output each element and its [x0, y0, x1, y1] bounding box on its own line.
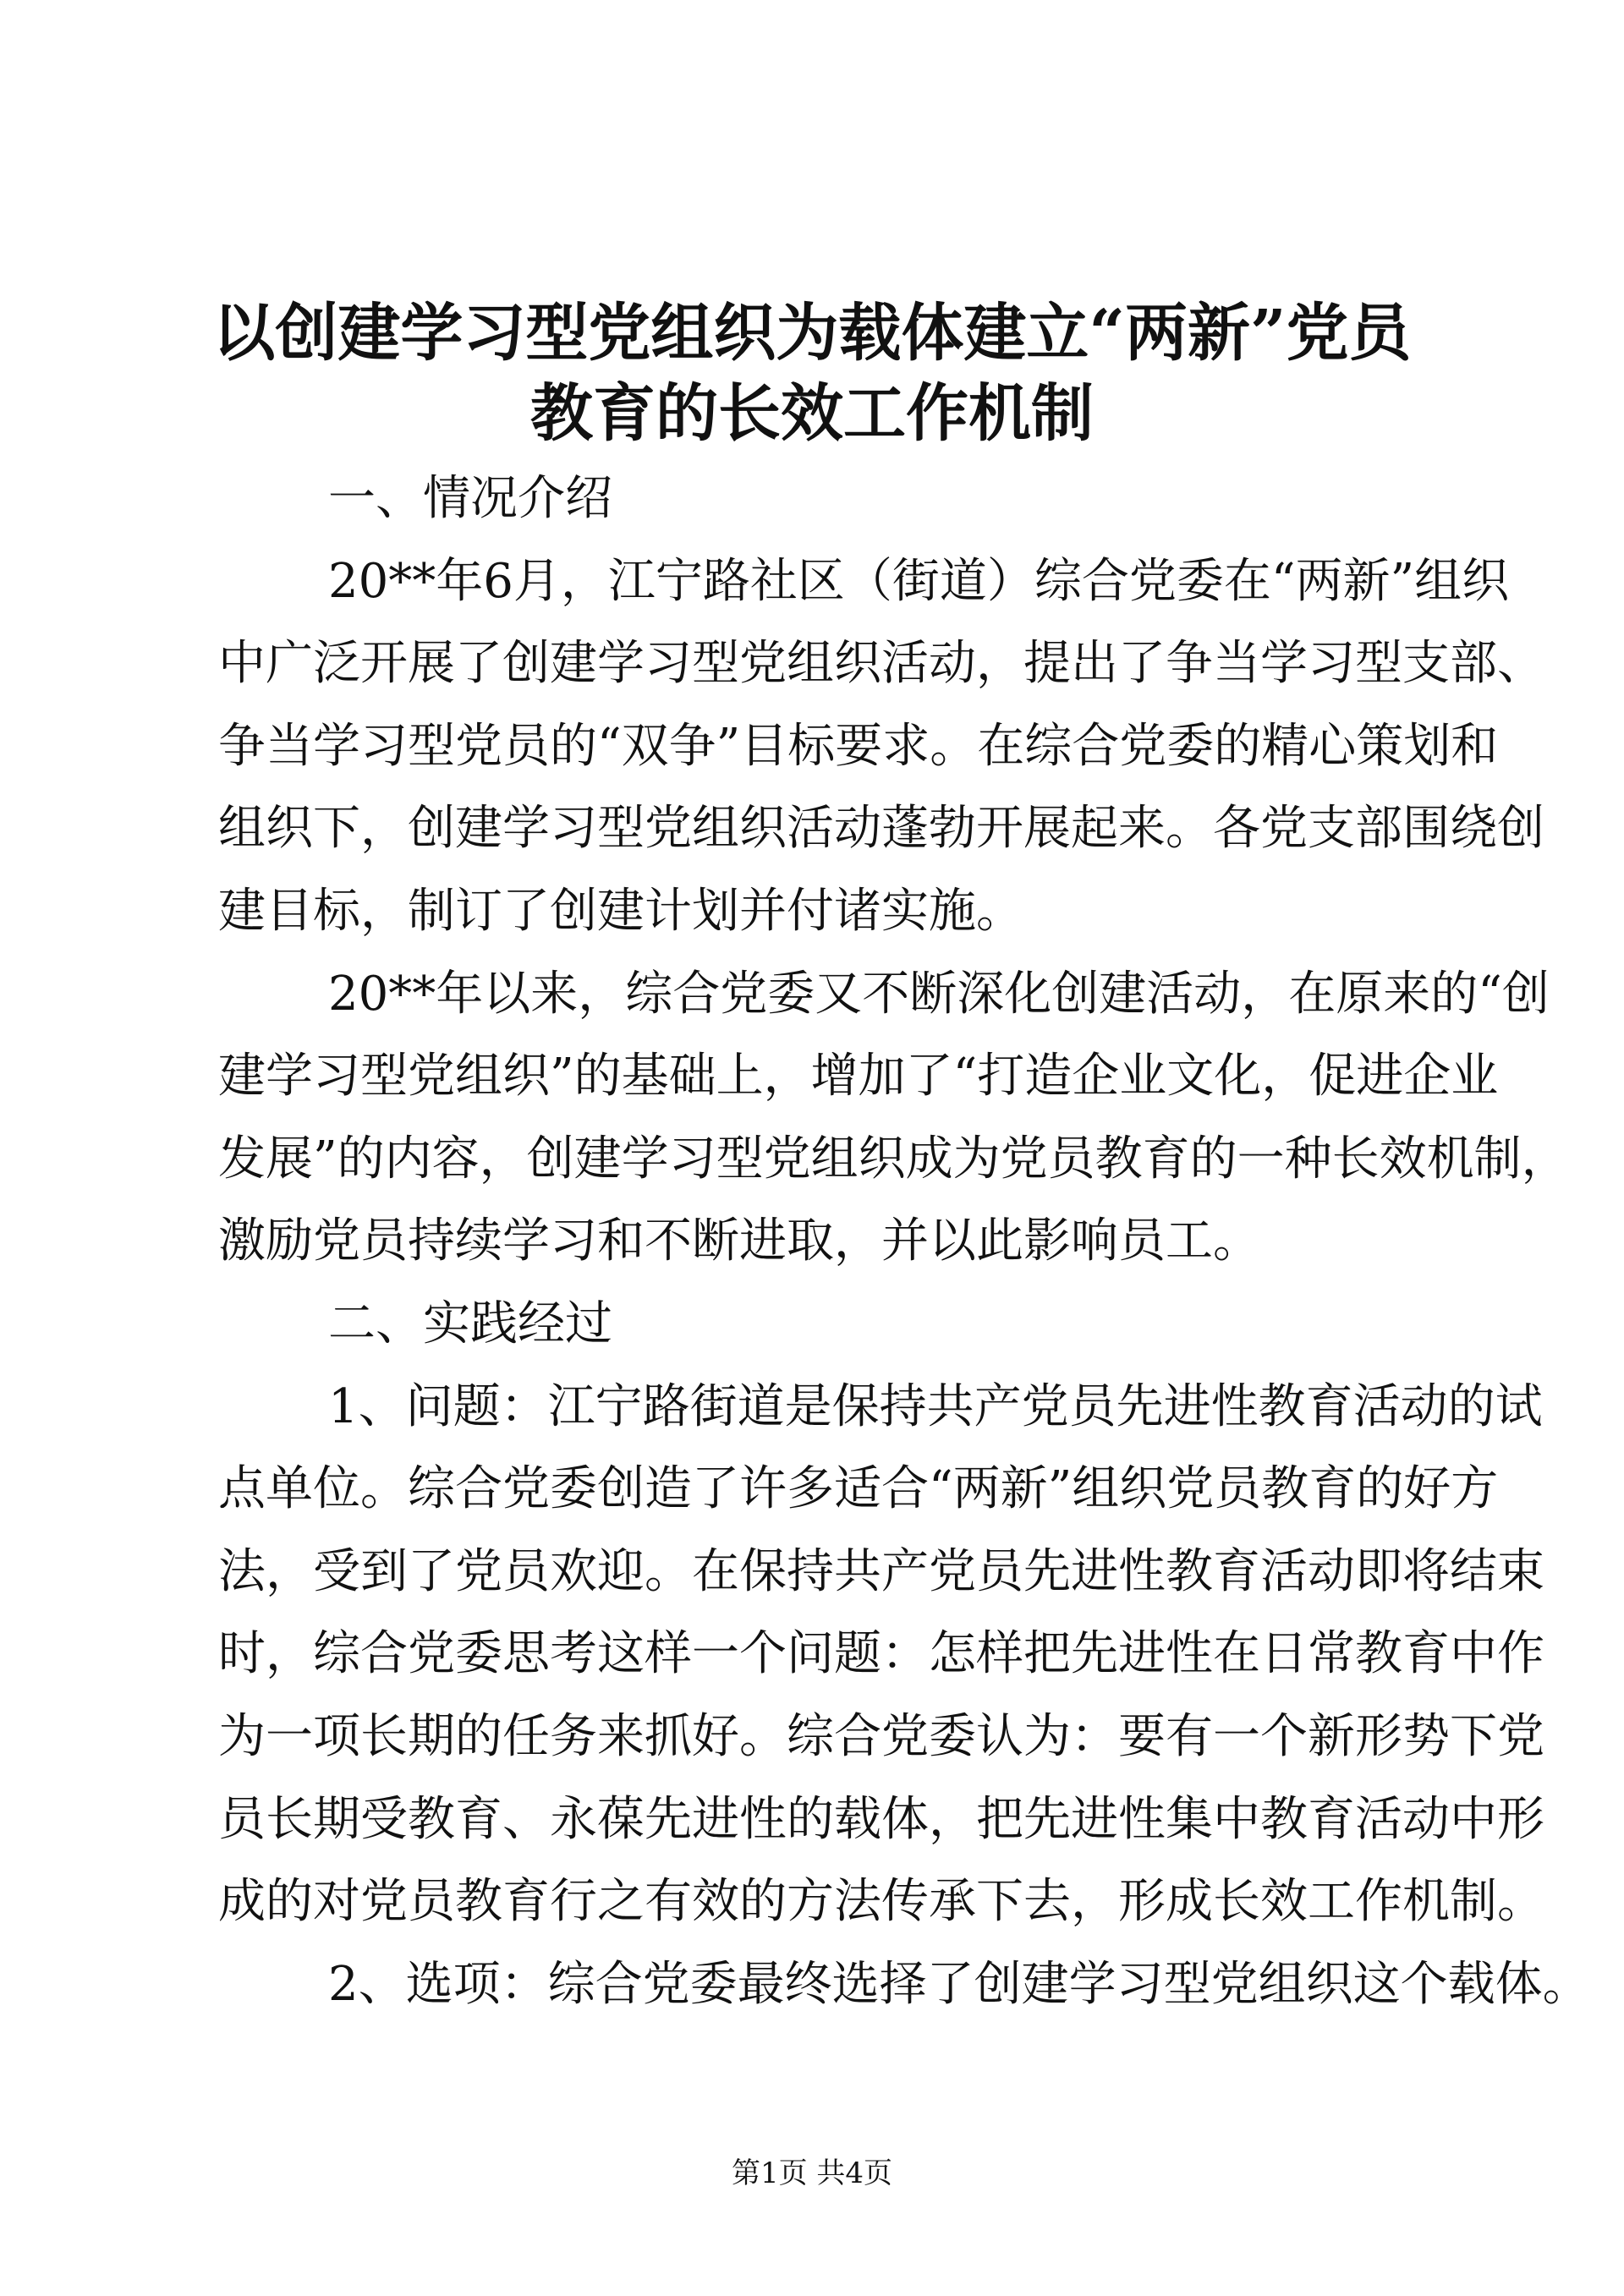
paragraph-line: 法，受到了党员欢迎。在保持共产党员先进性教育活动即将结束 — [218, 1543, 1544, 1599]
section-heading: 二、实践经过 — [328, 1296, 612, 1351]
paragraph-line: 建学习型党组织”的基础上，增加了“打造企业文化，促进企业 — [218, 1049, 1499, 1104]
paragraph-line: 时，综合党委思考这样一个问题：怎样把先进性在日常教育中作 — [218, 1626, 1544, 1682]
paragraph-line: 发展”的内容，创建学习型党组织成为党员教育的一种长效机制， — [218, 1131, 1569, 1186]
paragraph-line: 员长期受教育、永葆先进性的载体，把先进性集中教育活动中形 — [218, 1791, 1544, 1847]
paragraph-line: 成的对党员教育行之有效的方法传承下去，形成长效工作机制。 — [218, 1874, 1544, 1930]
document-title-line-1: 以创建学习型党组织为载体建立“两新”党员 — [212, 297, 1412, 370]
paragraph-line: 组织下，创建学习型党组织活动蓬勃开展起来。各党支部围绕创 — [218, 801, 1544, 857]
paragraph-line: 20**年以来，综合党委又不断深化创建活动，在原来的“创 — [328, 966, 1550, 1022]
paragraph-line: 中广泛开展了创建学习型党组织活动，提出了争当学习型支部、 — [218, 636, 1544, 692]
paragraph-line: 为一项长期的任务来抓好。综合党委认为：要有一个新形势下党 — [218, 1709, 1544, 1764]
paragraph-line: 2、选项：综合党委最终选择了创建学习型党组织这个载体。 — [328, 1956, 1590, 2012]
paragraph-line: 激励党员持续学习和不断进取，并以此影响员工。 — [218, 1214, 1260, 1269]
paragraph-line: 争当学习型党员的“双争”目标要求。在综合党委的精心策划和 — [218, 718, 1499, 774]
paragraph-line: 20**年6月，江宁路社区（街道）综合党委在“两新”组织 — [328, 553, 1510, 609]
paragraph-line: 点单位。综合党委创造了许多适合“两新”组织党员教育的好方 — [218, 1461, 1499, 1517]
paragraph-line: 1、问题：江宁路街道是保持共产党员先进性教育活动的试 — [328, 1378, 1543, 1434]
section-heading: 一、情况介绍 — [328, 471, 612, 526]
document-title-line-2: 教育的长效工作机制 — [530, 377, 1094, 450]
page-number: 第1页 共4页 — [731, 2156, 893, 2190]
paragraph-line: 建目标，制订了创建计划并付诸实施。 — [218, 884, 1023, 939]
